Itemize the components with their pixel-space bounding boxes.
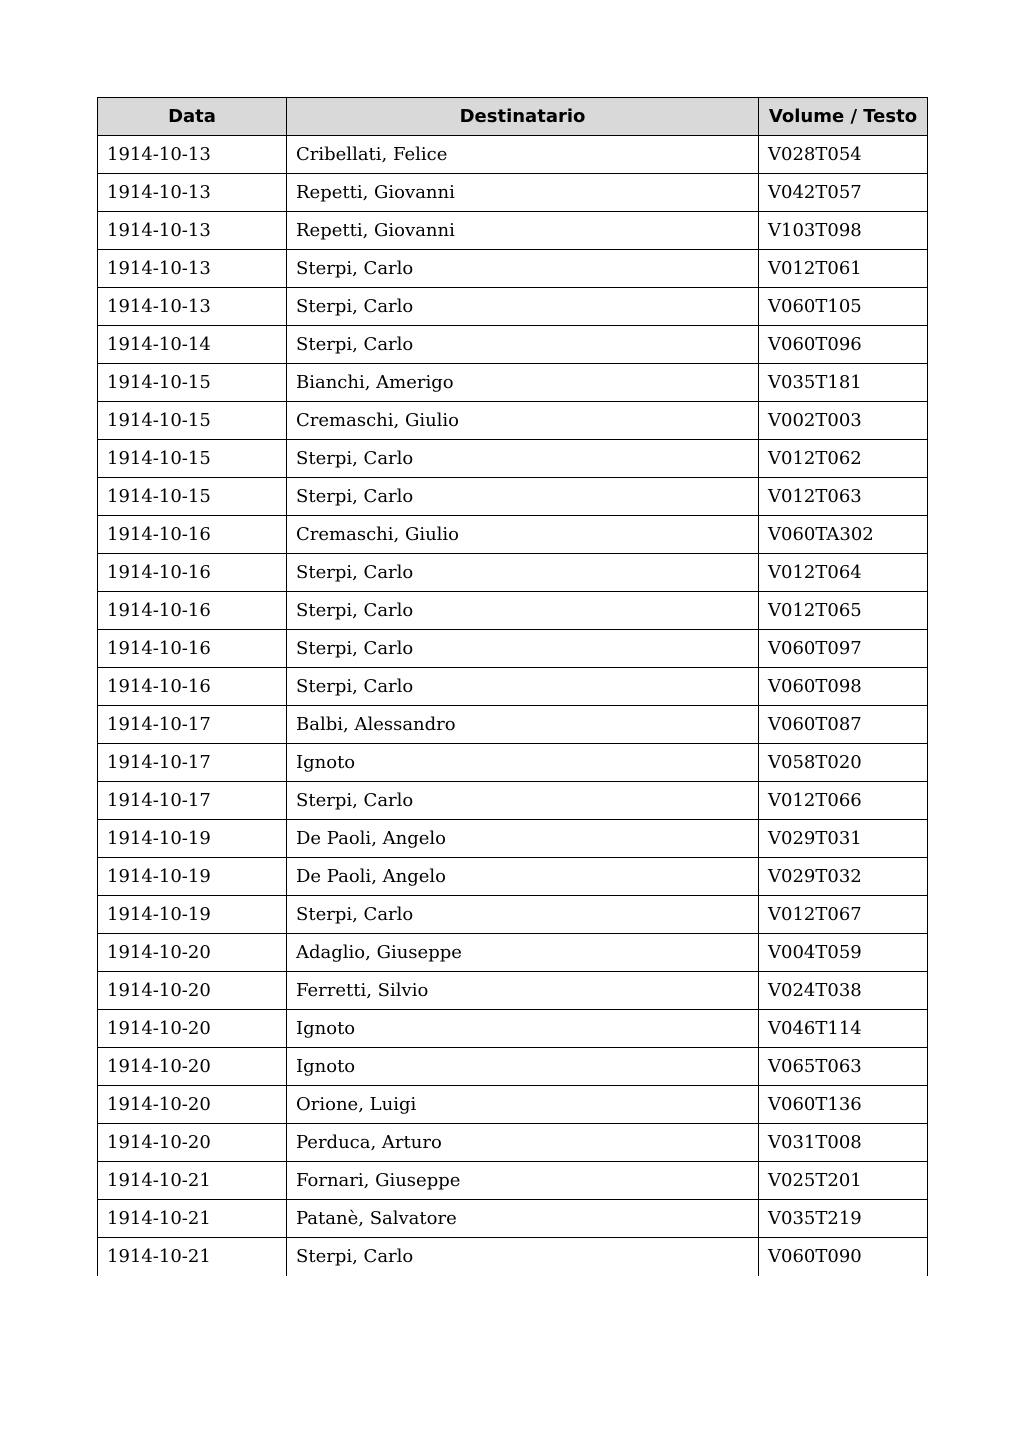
cell-volume-testo: V060TA302 [759,516,928,554]
cell-date: 1914-10-16 [98,554,287,592]
cell-volume-testo: V060T098 [759,668,928,706]
cell-date: 1914-10-16 [98,668,287,706]
table-row [98,630,928,668]
cell-date: 1914-10-15 [98,364,287,402]
cell-volume-testo: V060T105 [759,288,928,326]
table-row [98,972,928,1010]
cell-date: 1914-10-13 [98,212,287,250]
cell-date: 1914-10-20 [98,1010,287,1048]
cell-volume-testo: V012T062 [759,440,928,478]
cell-destinatario: De Paoli, Angelo [287,858,759,896]
table-row [98,516,928,554]
cell-destinatario: Sterpi, Carlo [287,782,759,820]
cell-volume-testo: V012T066 [759,782,928,820]
cell-date: 1914-10-19 [98,820,287,858]
table-row [98,1048,928,1086]
cell-volume-testo: V012T065 [759,592,928,630]
header-volume-testo: Volume / Testo [759,98,928,136]
table-header-row [98,98,928,136]
header-destinatario: Destinatario [287,98,759,136]
cell-volume-testo: V060T136 [759,1086,928,1124]
table-row [98,668,928,706]
cell-destinatario: Sterpi, Carlo [287,554,759,592]
cell-destinatario: Sterpi, Carlo [287,668,759,706]
letters-table [97,97,928,1276]
cell-date: 1914-10-13 [98,136,287,174]
table-row [98,1162,928,1200]
table-row [98,934,928,972]
table-row [98,364,928,402]
cell-destinatario: Cremaschi, Giulio [287,402,759,440]
table-row [98,1238,928,1276]
table-row [98,858,928,896]
cell-volume-testo: V002T003 [759,402,928,440]
cell-destinatario: Bianchi, Amerigo [287,364,759,402]
cell-date: 1914-10-13 [98,288,287,326]
cell-date: 1914-10-15 [98,478,287,516]
table-row [98,782,928,820]
cell-volume-testo: V025T201 [759,1162,928,1200]
table-row [98,478,928,516]
table-row [98,136,928,174]
table-row [98,1010,928,1048]
cell-date: 1914-10-17 [98,744,287,782]
cell-destinatario: Orione, Luigi [287,1086,759,1124]
cell-destinatario: Ignoto [287,1010,759,1048]
cell-destinatario: Repetti, Giovanni [287,212,759,250]
cell-destinatario: Ignoto [287,1048,759,1086]
table-row [98,326,928,364]
cell-date: 1914-10-20 [98,1048,287,1086]
cell-destinatario: Perduca, Arturo [287,1124,759,1162]
table-row [98,402,928,440]
table-row [98,1124,928,1162]
cell-volume-testo: V029T031 [759,820,928,858]
cell-date: 1914-10-20 [98,972,287,1010]
cell-date: 1914-10-20 [98,1086,287,1124]
cell-volume-testo: V031T008 [759,1124,928,1162]
cell-date: 1914-10-21 [98,1200,287,1238]
cell-date: 1914-10-15 [98,440,287,478]
cell-date: 1914-10-19 [98,858,287,896]
cell-destinatario: Adaglio, Giuseppe [287,934,759,972]
table-row [98,706,928,744]
cell-date: 1914-10-20 [98,934,287,972]
table-row [98,1200,928,1238]
cell-date: 1914-10-13 [98,250,287,288]
cell-volume-testo: V060T090 [759,1238,928,1276]
cell-date: 1914-10-16 [98,516,287,554]
cell-volume-testo: V060T087 [759,706,928,744]
cell-destinatario: Cremaschi, Giulio [287,516,759,554]
table-row [98,250,928,288]
cell-date: 1914-10-16 [98,630,287,668]
cell-destinatario: Sterpi, Carlo [287,592,759,630]
table-row [98,440,928,478]
cell-destinatario: Cribellati, Felice [287,136,759,174]
cell-date: 1914-10-15 [98,402,287,440]
cell-destinatario: Ferretti, Silvio [287,972,759,1010]
cell-date: 1914-10-17 [98,782,287,820]
cell-destinatario: Sterpi, Carlo [287,478,759,516]
cell-destinatario: Fornari, Giuseppe [287,1162,759,1200]
table-row [98,174,928,212]
cell-volume-testo: V065T063 [759,1048,928,1086]
cell-volume-testo: V024T038 [759,972,928,1010]
table-body [98,136,928,1276]
cell-volume-testo: V029T032 [759,858,928,896]
cell-date: 1914-10-16 [98,592,287,630]
cell-volume-testo: V103T098 [759,212,928,250]
cell-destinatario: Sterpi, Carlo [287,440,759,478]
table-row [98,288,928,326]
cell-date: 1914-10-19 [98,896,287,934]
cell-destinatario: Sterpi, Carlo [287,630,759,668]
cell-date: 1914-10-13 [98,174,287,212]
cell-destinatario: Sterpi, Carlo [287,326,759,364]
cell-volume-testo: V046T114 [759,1010,928,1048]
cell-date: 1914-10-17 [98,706,287,744]
cell-destinatario: Repetti, Giovanni [287,174,759,212]
header-data: Data [98,98,287,136]
cell-volume-testo: V012T067 [759,896,928,934]
cell-date: 1914-10-14 [98,326,287,364]
cell-volume-testo: V012T063 [759,478,928,516]
table-row [98,212,928,250]
cell-destinatario: Sterpi, Carlo [287,288,759,326]
table-row [98,744,928,782]
cell-volume-testo: V012T064 [759,554,928,592]
cell-destinatario: Patanè, Salvatore [287,1200,759,1238]
cell-destinatario: Sterpi, Carlo [287,250,759,288]
cell-date: 1914-10-20 [98,1124,287,1162]
cell-destinatario: Sterpi, Carlo [287,1238,759,1276]
table-row [98,592,928,630]
cell-volume-testo: V060T096 [759,326,928,364]
table-row [98,820,928,858]
cell-date: 1914-10-21 [98,1238,287,1276]
cell-volume-testo: V012T061 [759,250,928,288]
cell-destinatario: Balbi, Alessandro [287,706,759,744]
table-row [98,1086,928,1124]
cell-volume-testo: V035T219 [759,1200,928,1238]
cell-volume-testo: V058T020 [759,744,928,782]
cell-volume-testo: V042T057 [759,174,928,212]
table-row [98,896,928,934]
cell-volume-testo: V035T181 [759,364,928,402]
table-row [98,554,928,592]
cell-date: 1914-10-21 [98,1162,287,1200]
cell-volume-testo: V028T054 [759,136,928,174]
cell-destinatario: Ignoto [287,744,759,782]
cell-volume-testo: V004T059 [759,934,928,972]
cell-destinatario: Sterpi, Carlo [287,896,759,934]
cell-volume-testo: V060T097 [759,630,928,668]
cell-destinatario: De Paoli, Angelo [287,820,759,858]
